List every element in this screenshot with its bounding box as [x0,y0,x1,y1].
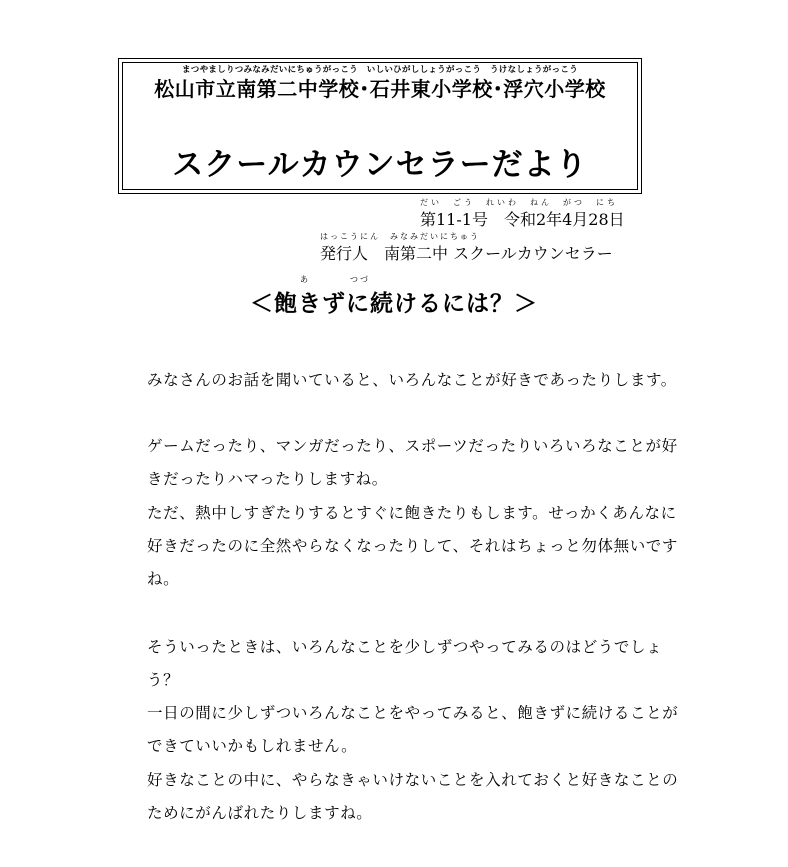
article-heading: ＜飽きずに続けるには？＞ [250,291,538,317]
newsletter-title: スクールカウンセラーだより [172,147,588,183]
paragraph-5: 一日の間に少しずついろんなことをやってみると、飽きずに続けることができていいかもしれません。 [147,704,679,755]
paragraph-6: 好きなことの中に、やらなきゃいけないことを入れておくと好きなことのためにがんばれたりしますね。 [147,771,679,822]
issue-number-date: 第11-1号 令和2年4月28日 [420,210,625,229]
paragraph-1: みなさんのお話を聞いていると、いろんなことが好きであったりします。 [147,371,677,389]
heading-ruby: あ つづ [300,275,370,284]
school-names: 松山市立南第二中学校･石井東小学校･浮穴小学校 [154,77,606,101]
paragraph-4: そういったときは、いろんなことを少しずつやってみるのはどうでしょう？ [147,638,663,689]
issue-ruby: だい ごう れいわ ねん がつ にち [420,198,618,207]
publisher-ruby: はっこうにん みなみだいにちゅう [320,232,480,241]
schools-ruby: まつやましりつみなみだいにちゅうがっこう いしいひがししょうがっこう うけなしょうがっこう [181,65,578,75]
paragraph-3: ただ、熱中しすぎたりするとすぐに飽きたりもします。せっかくあんなに好きだったのに全然やらなくなったりして、それはちょっと勿体無いですね。 [147,504,678,588]
newsletter-header-box [118,58,642,194]
paragraph-2: ゲームだったり、マンガだったり、スポーツだったりいろいろなことが好きだったりハマったりしますね。 [147,437,678,488]
publisher: 発行人 南第二中 スクールカウンセラー [320,244,613,263]
